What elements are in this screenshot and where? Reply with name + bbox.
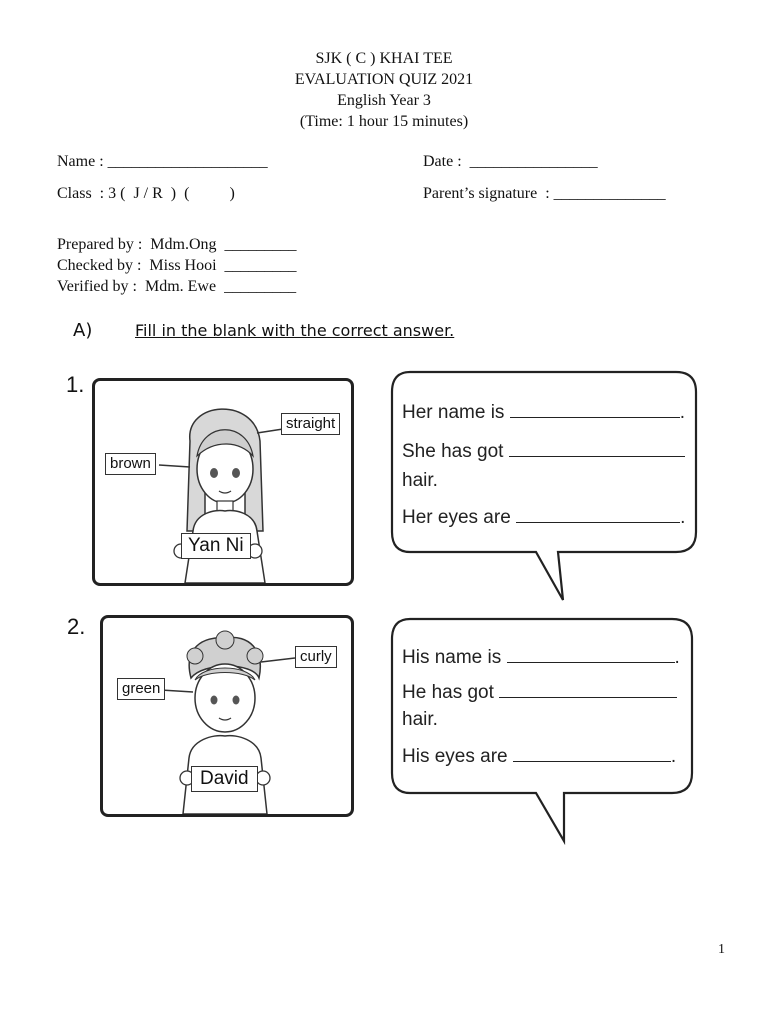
verified-by: Verified by : Mdm. Ewe _________ (57, 278, 297, 295)
name-card-yan-ni: Yan Ni (181, 533, 251, 559)
q2-line-hair: He has got (402, 682, 677, 704)
time-allowed: (Time: 1 hour 15 minutes) (299, 113, 469, 130)
class-field: Class : 3 ( J / R ) ( ) (57, 185, 235, 202)
question-2-number: 2. (67, 614, 86, 639)
q2-line-hair-end: hair. (402, 709, 438, 730)
label-straight: straight (281, 413, 340, 435)
label-green: green (117, 678, 165, 700)
subject-title: English Year 3 (337, 92, 431, 109)
prepared-by: Prepared by : Mdm.Ong _________ (57, 236, 297, 253)
checked-by: Checked by : Miss Hooi _________ (57, 257, 297, 274)
question-2-picture-frame (100, 615, 354, 817)
question-1-number: 1. (66, 372, 85, 397)
q1-line-hair: She has got (402, 441, 685, 463)
page-number: 1 (718, 942, 725, 957)
parent-signature-field: Parent’s signature : ______________ (423, 185, 666, 202)
school-name: SJK ( C ) KHAI TEE (315, 50, 453, 67)
q1-line-eyes: Her eyes are . (402, 507, 686, 528)
date-field: Date : ________________ (423, 153, 598, 170)
label-brown: brown (105, 453, 156, 475)
question-1-picture-frame (92, 378, 354, 586)
q2-line-eyes: His eyes are . (402, 746, 677, 767)
name-field: Name : ____________________ (57, 153, 268, 170)
exam-title: EVALUATION QUIZ 2021 (294, 71, 474, 88)
label-curly: curly (295, 646, 337, 668)
section-instruction: Fill in the blank with the correct answer. (135, 321, 455, 340)
name-card-david: David (191, 766, 258, 792)
section-letter: A) (73, 320, 93, 341)
q1-line-hair-end: hair. (402, 470, 438, 491)
q2-line-name: His name is . (402, 647, 680, 668)
q1-line-name: Her name is . (402, 402, 685, 423)
